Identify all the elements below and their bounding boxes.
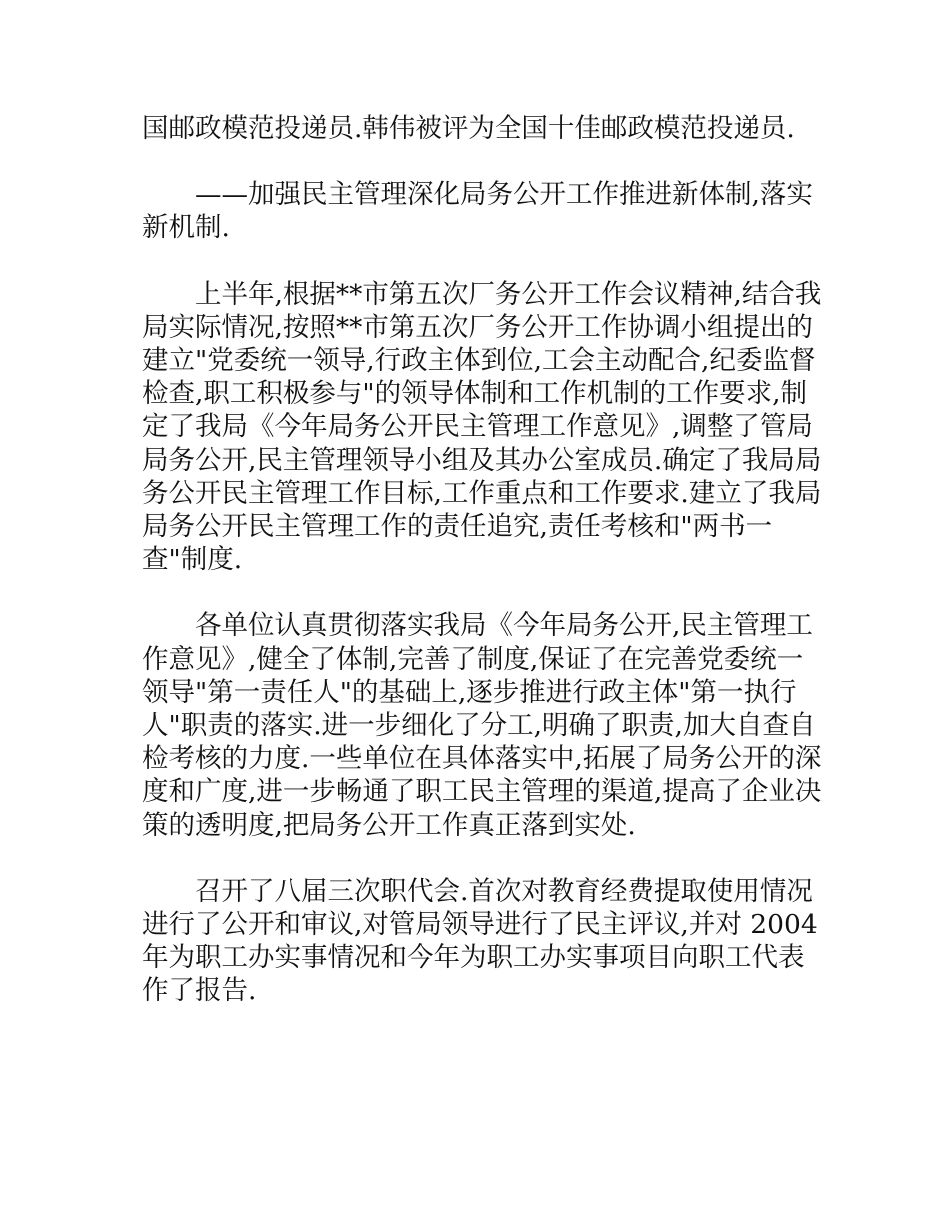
paragraph-3: 上半年,根据**市第五次厂务公开工作会议精神,结合我局实际情况,按照**市第五次厂务公开工作协调小组提出的建立"党委统一领导,行政主体到位,工会主动配合,纪委监督检查,职工积极参与"的领导体制和工作机制的工作要求,制定了我局《今年局务公开民主管理工作意见》,调整了管局局务公开,民主管理领导小组及其办公室成员.确定了我局局务公开民主管理工作目标,工作重点和工作要求.建立了我局局务公开民主管理工作的责任追究,责任考核和"两书一查"制度. [142,278,822,576]
paragraph-4: 各单位认真贯彻落实我局《今年局务公开,民主管理工作意见》,健全了体制,完善了制度,保证了在完善党委统一领导"第一责任人"的基础上,逐步推进行政主体"第一执行人"职责的落实.进一步细化了分工,明确了职责,加大自查自检考核的力度.一些单位在具体落实中,拓展了局务公开的深度和广度,进一步畅通了职工民主管理的渠道,提高了企业决策的透明度,把局务公开工作真正落到实处. [142,610,822,841]
document-body [142,112,822,1041]
paragraph-5: 召开了八届三次职代会.首次对教育经费提取使用情况进行了公开和审议,对管局领导进行了民主评议,并对 2004 年为职工办实事情况和今年为职工办实事项目向职工代表作了报告. [142,875,818,1007]
paragraph-2: ——加强民主管理深化局务公开工作推进新体制,落实新机制. [142,179,813,244]
paragraph-1: 国邮政模范投递员.韩伟被评为全国十佳邮政模范投递员. [142,113,795,144]
